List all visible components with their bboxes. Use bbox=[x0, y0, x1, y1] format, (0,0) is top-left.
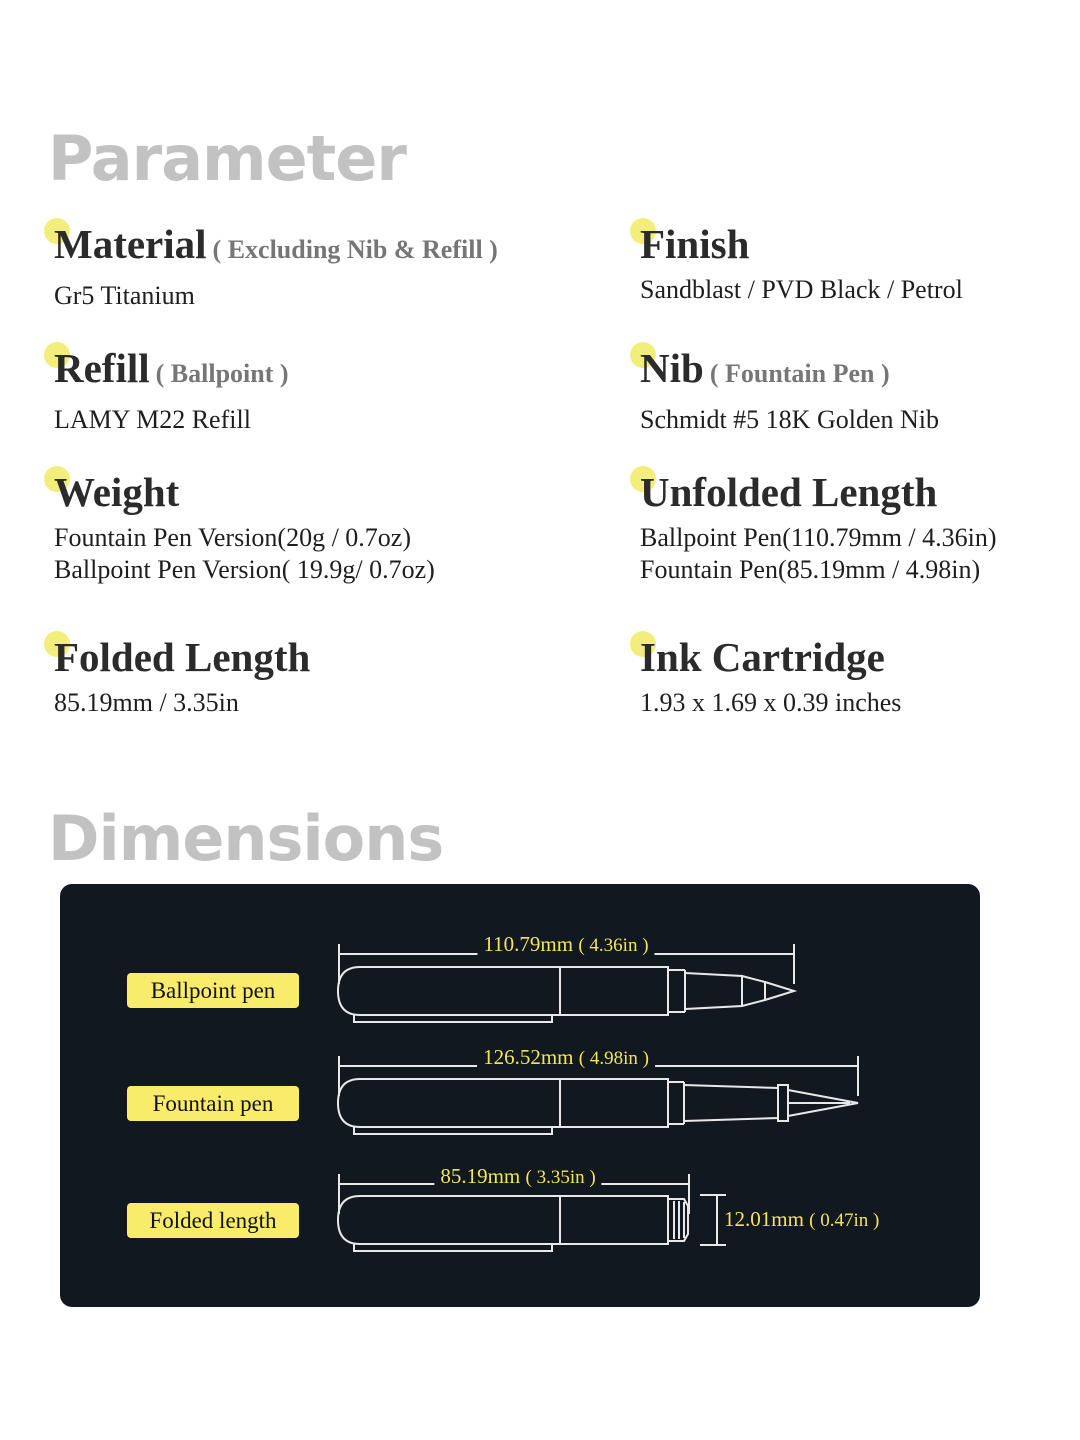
param-value: Fountain Pen(85.19mm / 4.98in) bbox=[640, 555, 981, 584]
parameter-title: Parameter bbox=[48, 122, 406, 195]
param-value: LAMY M22 Refill bbox=[54, 405, 251, 434]
param-finish bbox=[640, 222, 1080, 306]
ballpoint-length-label bbox=[477, 932, 654, 957]
length-in: ( 4.36in ) bbox=[578, 935, 649, 956]
param-subtitle: ( Excluding Nib & Refill ) bbox=[212, 235, 498, 264]
param-title: Unfolded Length bbox=[640, 469, 938, 515]
folded-pen-drawing bbox=[338, 1196, 688, 1251]
dimensions-title: Dimensions bbox=[48, 802, 444, 875]
param-nib bbox=[640, 346, 1080, 436]
length-in: ( 3.35in ) bbox=[525, 1167, 596, 1188]
fountain-pen-drawing bbox=[338, 1079, 858, 1134]
param-title: Nib bbox=[640, 345, 704, 391]
param-value: 1.93 x 1.69 x 0.39 inches bbox=[640, 688, 902, 717]
param-folded-length bbox=[54, 635, 534, 719]
param-title: Ink Cartridge bbox=[640, 634, 885, 680]
length-mm: 110.79mm bbox=[483, 932, 574, 956]
param-title: Refill bbox=[54, 345, 150, 391]
fountain-length-label bbox=[477, 1045, 655, 1070]
ballpoint-pen-drawing bbox=[338, 967, 794, 1022]
param-value: Schmidt #5 18K Golden Nib bbox=[640, 405, 939, 434]
diameter-mm: 12.01mm bbox=[724, 1207, 804, 1231]
param-title: Material bbox=[54, 221, 207, 267]
param-subtitle: ( Ballpoint ) bbox=[155, 359, 289, 388]
param-material bbox=[54, 222, 534, 312]
diameter-label bbox=[724, 1207, 879, 1232]
diameter-dimension-line bbox=[700, 1195, 726, 1245]
dimensions-panel bbox=[60, 884, 980, 1307]
param-ink-cartridge bbox=[640, 635, 1080, 719]
param-value: Ballpoint Pen(110.79mm / 4.36in) bbox=[640, 523, 997, 552]
folded-length-badge: Folded length bbox=[127, 1203, 299, 1238]
length-mm: 126.52mm bbox=[483, 1045, 574, 1069]
length-in: ( 4.98in ) bbox=[578, 1048, 649, 1069]
param-value: 85.19mm / 3.35in bbox=[54, 688, 239, 717]
param-title: Weight bbox=[54, 469, 180, 515]
ballpoint-pen-badge: Ballpoint pen bbox=[127, 973, 299, 1008]
param-title: Folded Length bbox=[54, 634, 311, 680]
folded-length-label bbox=[434, 1164, 601, 1189]
param-value: Ballpoint Pen Version( 19.9g/ 0.7oz) bbox=[54, 555, 435, 584]
param-refill bbox=[54, 346, 534, 436]
param-value: Sandblast / PVD Black / Petrol bbox=[640, 275, 963, 304]
diameter-in: ( 0.47in ) bbox=[809, 1210, 880, 1231]
param-weight bbox=[54, 470, 534, 586]
param-title: Finish bbox=[640, 221, 750, 267]
param-subtitle: ( Fountain Pen ) bbox=[709, 359, 890, 388]
length-mm: 85.19mm bbox=[440, 1164, 521, 1188]
param-unfolded-length bbox=[640, 470, 1070, 586]
param-value: Fountain Pen Version(20g / 0.7oz) bbox=[54, 523, 411, 552]
param-value: Gr5 Titanium bbox=[54, 281, 195, 310]
fountain-pen-badge: Fountain pen bbox=[127, 1086, 299, 1121]
